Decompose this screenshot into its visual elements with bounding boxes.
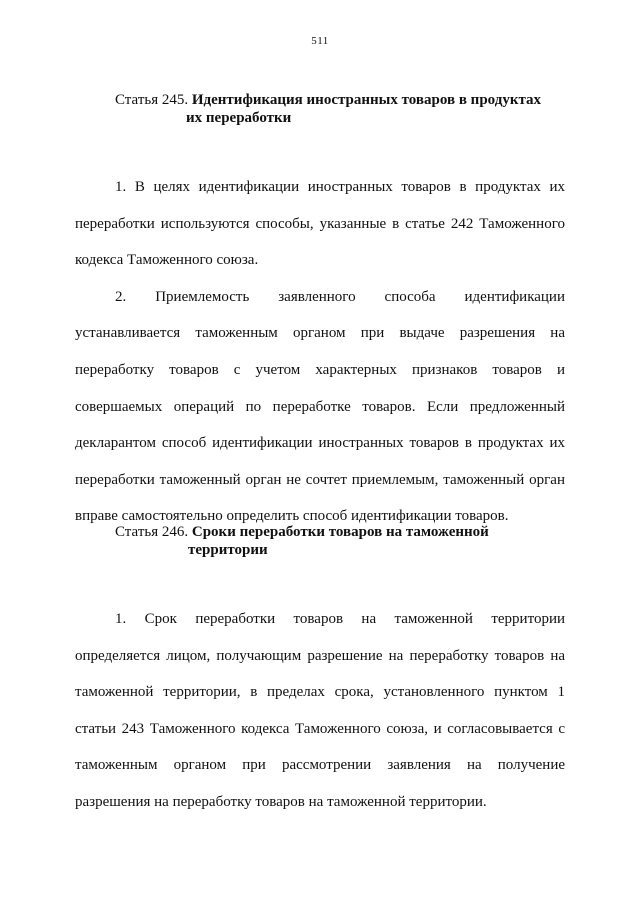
article-title-line1: Сроки переработки товаров на таможенной [191,524,489,540]
article-heading [115,91,565,127]
article-title-line2: их переработки [186,110,292,126]
article-246 [75,523,565,821]
article-label: Статья 245. [115,92,189,108]
article-heading [115,523,565,559]
paragraph: 1. В целях идентификации иностранных товаров в продуктах их переработки используются способы, указанные в статье 242 Таможенного кодекса Таможенного союза. [75,179,565,269]
article-title-line2: территории [188,542,268,558]
article-245 [75,91,565,535]
page-number: 511 [311,35,329,47]
paragraph: 2. Приемлемость заявленного способа идентификации устанавливается таможенным органом при выдаче разрешения на переработку товаров с учетом характерных признаков товаров и совершаемых операций по переработке товаров. Если предложенный декларантом способ идентификации иностранных товаров в продуктах их переработки таможенный орган не сочтет приемлемым, таможенный орган вправе самостоятельно определить способ идентификации товаров. [75,288,565,525]
article-title-line1: Идентификация иностранных товаров в продуктах [191,92,542,108]
article-label: Статья 246. [115,524,189,540]
paragraph: 1. Срок переработки товаров на таможенной территории определяется лицом, получающим разрешение на переработку товаров на таможенной территории, в пределах срока, установленного пунктом 1 статьи 243 Таможенного кодекса Таможенного союза, и согласовывается с таможенным органом при рассмотрении заявления на получение разрешения на переработку товаров на таможенной территории. [75,611,565,810]
